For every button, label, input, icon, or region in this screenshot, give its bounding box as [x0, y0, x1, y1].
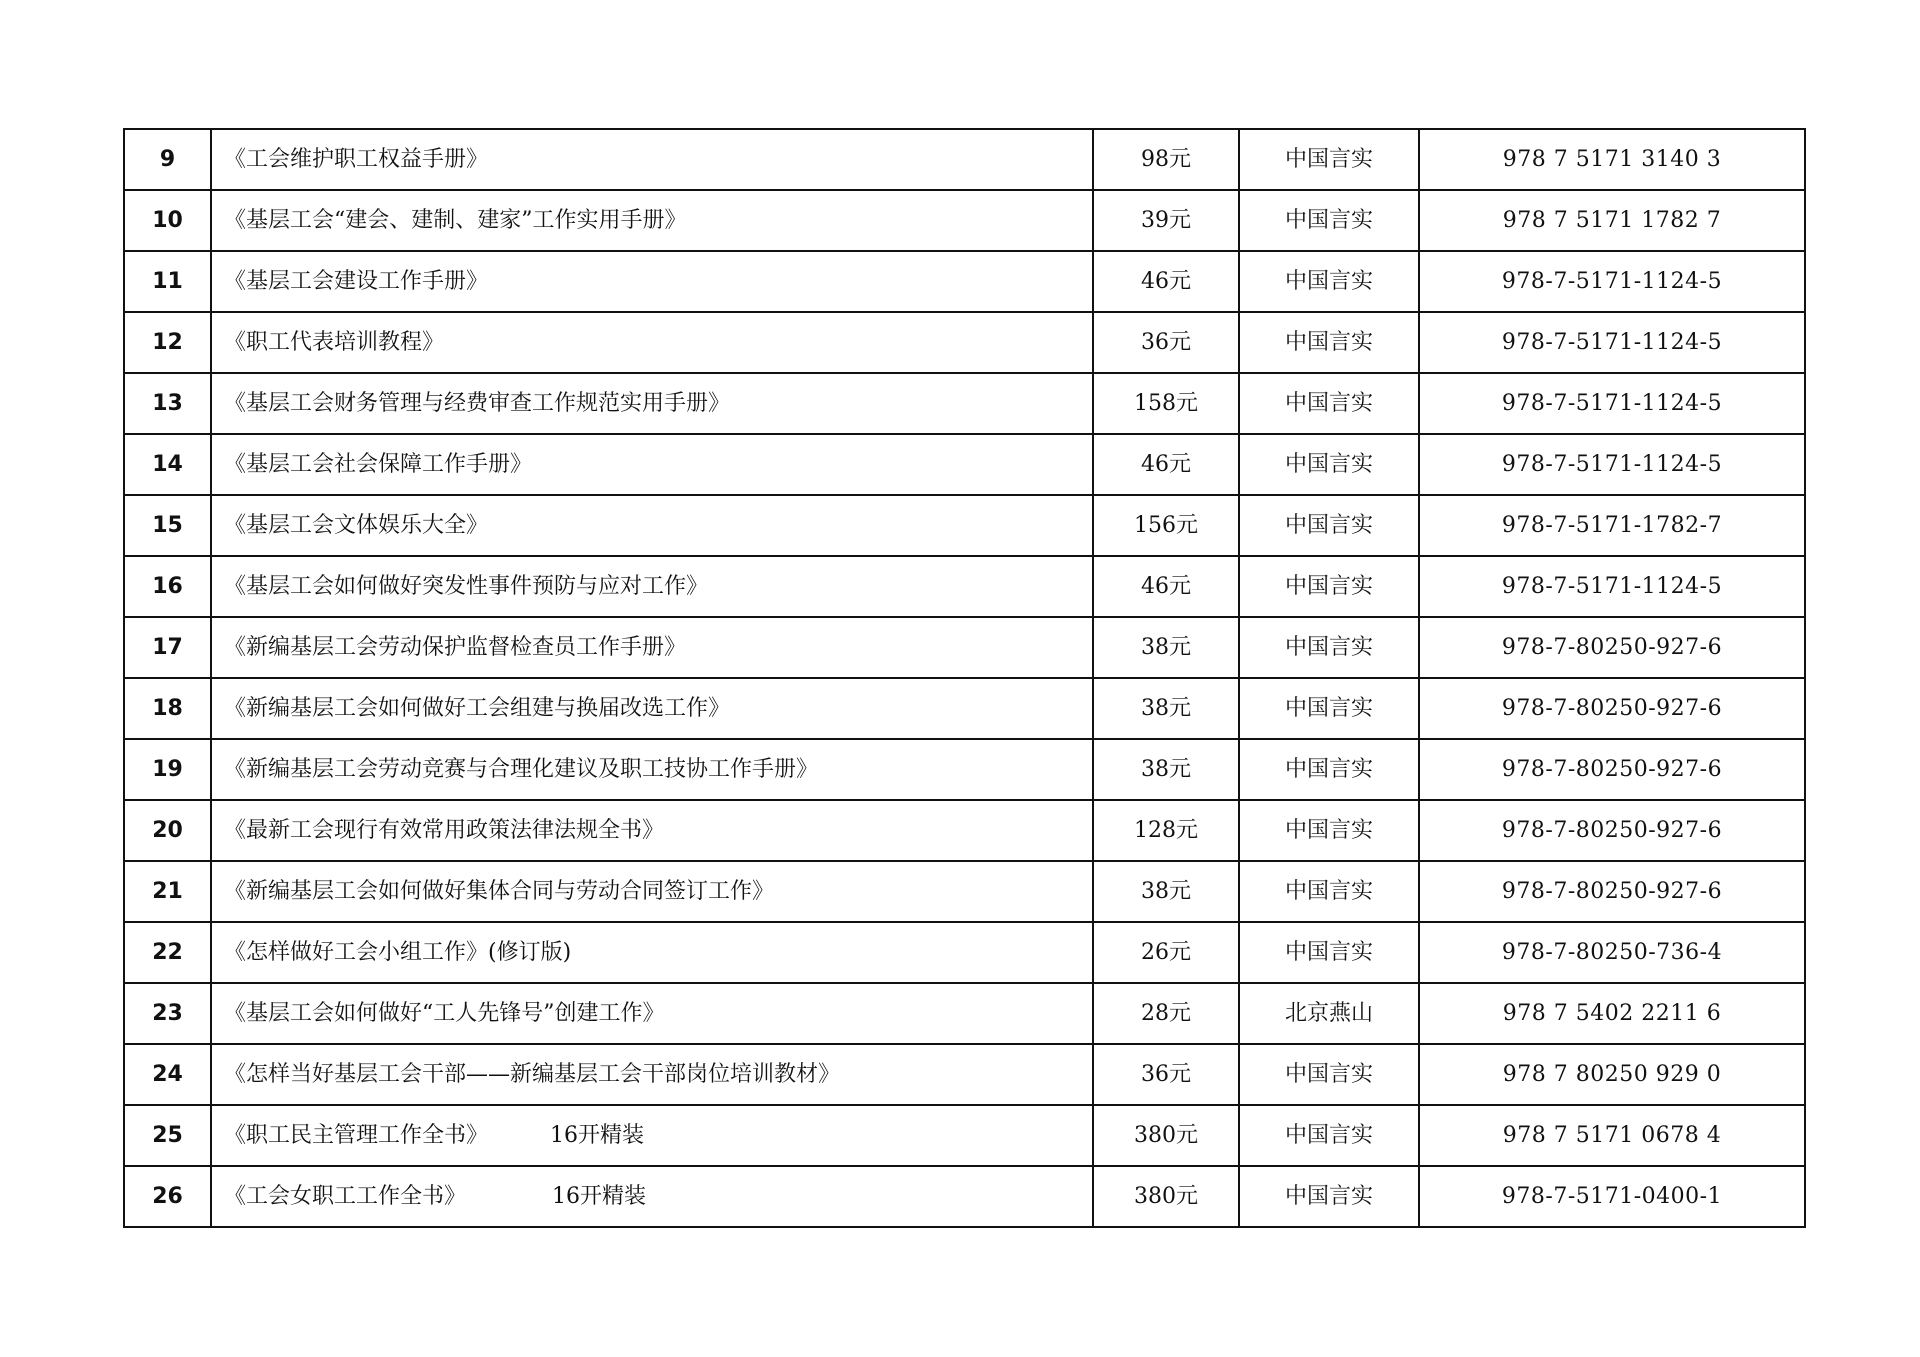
book-price: 98元 — [1093, 129, 1239, 190]
book-title-cell — [211, 617, 1093, 678]
table-row — [124, 1166, 1805, 1227]
book-title: 《怎样做好工会小组工作》(修订版) — [224, 939, 572, 965]
table-row — [124, 129, 1805, 190]
book-title: 《基层工会如何做好“工人先锋号”创建工作》 — [224, 1000, 665, 1026]
book-publisher: 中国言实 — [1239, 556, 1419, 617]
book-isbn: 978-7-5171-1124-5 — [1419, 556, 1805, 617]
book-price: 156元 — [1093, 495, 1239, 556]
book-title: 《职工民主管理工作全书》 — [224, 1122, 489, 1148]
row-number: 23 — [124, 983, 211, 1044]
row-number: 21 — [124, 861, 211, 922]
book-publisher: 中国言实 — [1239, 495, 1419, 556]
book-title: 《怎样当好基层工会干部——新编基层工会干部岗位培训教材》 — [224, 1061, 841, 1087]
book-isbn: 978-7-80250-927-6 — [1419, 800, 1805, 861]
book-isbn: 978 7 80250 929 0 — [1419, 1044, 1805, 1105]
book-title-cell — [211, 1166, 1093, 1227]
book-title-cell — [211, 861, 1093, 922]
table-row — [124, 800, 1805, 861]
table-row — [124, 617, 1805, 678]
book-binding-note: 16开精装 — [552, 1183, 647, 1209]
table-row — [124, 190, 1805, 251]
book-publisher: 中国言实 — [1239, 1044, 1419, 1105]
book-title: 《基层工会文体娱乐大全》 — [224, 512, 489, 538]
book-price: 36元 — [1093, 312, 1239, 373]
book-title-cell — [211, 251, 1093, 312]
row-number: 26 — [124, 1166, 211, 1227]
book-title: 《最新工会现行有效常用政策法律法规全书》 — [224, 817, 665, 843]
book-isbn: 978-7-80250-927-6 — [1419, 617, 1805, 678]
book-isbn: 978-7-80250-927-6 — [1419, 861, 1805, 922]
book-isbn: 978 7 5171 3140 3 — [1419, 129, 1805, 190]
book-isbn: 978-7-5171-0400-1 — [1419, 1166, 1805, 1227]
table-row — [124, 556, 1805, 617]
book-title-cell — [211, 922, 1093, 983]
table-row — [124, 1044, 1805, 1105]
table-row — [124, 373, 1805, 434]
book-isbn: 978 7 5171 0678 4 — [1419, 1105, 1805, 1166]
row-number: 12 — [124, 312, 211, 373]
book-title: 《工会维护职工权益手册》 — [224, 146, 489, 172]
book-isbn: 978-7-80250-927-6 — [1419, 739, 1805, 800]
book-list-table — [123, 128, 1806, 1228]
book-price: 158元 — [1093, 373, 1239, 434]
book-isbn: 978-7-5171-1124-5 — [1419, 373, 1805, 434]
row-number: 9 — [124, 129, 211, 190]
book-price: 38元 — [1093, 678, 1239, 739]
table-row — [124, 739, 1805, 800]
book-title: 《职工代表培训教程》 — [224, 329, 445, 355]
book-title: 《新编基层工会如何做好工会组建与换届改选工作》 — [224, 695, 731, 721]
book-isbn: 978-7-80250-927-6 — [1419, 678, 1805, 739]
book-publisher: 中国言实 — [1239, 739, 1419, 800]
book-title-cell — [211, 129, 1093, 190]
book-title-cell — [211, 434, 1093, 495]
table-row — [124, 251, 1805, 312]
book-isbn: 978 7 5171 1782 7 — [1419, 190, 1805, 251]
table-row — [124, 922, 1805, 983]
book-isbn: 978-7-5171-1782-7 — [1419, 495, 1805, 556]
book-title-cell — [211, 190, 1093, 251]
row-number: 22 — [124, 922, 211, 983]
book-title-cell — [211, 373, 1093, 434]
book-price: 28元 — [1093, 983, 1239, 1044]
book-title-cell — [211, 495, 1093, 556]
book-publisher: 中国言实 — [1239, 922, 1419, 983]
book-isbn: 978-7-80250-736-4 — [1419, 922, 1805, 983]
table-row — [124, 983, 1805, 1044]
book-title-cell — [211, 556, 1093, 617]
book-publisher: 中国言实 — [1239, 251, 1419, 312]
table-row — [124, 495, 1805, 556]
book-title-cell — [211, 1044, 1093, 1105]
book-price: 46元 — [1093, 251, 1239, 312]
book-price: 39元 — [1093, 190, 1239, 251]
book-title: 《工会女职工工作全书》 — [224, 1183, 467, 1209]
table-row — [124, 678, 1805, 739]
book-title: 《基层工会如何做好突发性事件预防与应对工作》 — [224, 573, 709, 599]
book-price: 38元 — [1093, 739, 1239, 800]
table-row — [124, 312, 1805, 373]
row-number: 24 — [124, 1044, 211, 1105]
book-list-body — [124, 129, 1805, 1227]
book-title: 《基层工会社会保障工作手册》 — [224, 451, 533, 477]
book-publisher: 中国言实 — [1239, 861, 1419, 922]
table-row — [124, 861, 1805, 922]
book-title-cell — [211, 739, 1093, 800]
book-price: 46元 — [1093, 556, 1239, 617]
row-number: 16 — [124, 556, 211, 617]
book-publisher: 中国言实 — [1239, 312, 1419, 373]
book-title-cell — [211, 983, 1093, 1044]
book-isbn: 978 7 5402 2211 6 — [1419, 983, 1805, 1044]
book-price: 380元 — [1093, 1166, 1239, 1227]
row-number: 18 — [124, 678, 211, 739]
row-number: 25 — [124, 1105, 211, 1166]
book-price: 38元 — [1093, 861, 1239, 922]
book-publisher: 中国言实 — [1239, 190, 1419, 251]
book-publisher: 北京燕山 — [1239, 983, 1419, 1044]
book-price: 46元 — [1093, 434, 1239, 495]
book-price: 380元 — [1093, 1105, 1239, 1166]
book-title: 《基层工会财务管理与经费审查工作规范实用手册》 — [224, 390, 731, 416]
book-publisher: 中国言实 — [1239, 1166, 1419, 1227]
book-title-cell — [211, 800, 1093, 861]
book-title: 《新编基层工会劳动竞赛与合理化建议及职工技协工作手册》 — [224, 756, 819, 782]
book-title: 《新编基层工会劳动保护监督检查员工作手册》 — [224, 634, 687, 660]
book-publisher: 中国言实 — [1239, 373, 1419, 434]
book-title-cell — [211, 1105, 1093, 1166]
book-price: 128元 — [1093, 800, 1239, 861]
book-isbn: 978-7-5171-1124-5 — [1419, 434, 1805, 495]
book-title: 《新编基层工会如何做好集体合同与劳动合同签订工作》 — [224, 878, 775, 904]
book-price: 36元 — [1093, 1044, 1239, 1105]
book-title-cell — [211, 678, 1093, 739]
row-number: 15 — [124, 495, 211, 556]
row-number: 13 — [124, 373, 211, 434]
book-title: 《基层工会建设工作手册》 — [224, 268, 489, 294]
row-number: 11 — [124, 251, 211, 312]
table-row — [124, 1105, 1805, 1166]
book-isbn: 978-7-5171-1124-5 — [1419, 251, 1805, 312]
book-title-cell — [211, 312, 1093, 373]
book-publisher: 中国言实 — [1239, 617, 1419, 678]
book-publisher: 中国言实 — [1239, 800, 1419, 861]
table-row — [124, 434, 1805, 495]
book-price: 38元 — [1093, 617, 1239, 678]
book-binding-note: 16开精装 — [550, 1122, 645, 1148]
row-number: 20 — [124, 800, 211, 861]
row-number: 17 — [124, 617, 211, 678]
row-number: 14 — [124, 434, 211, 495]
book-price: 26元 — [1093, 922, 1239, 983]
book-publisher: 中国言实 — [1239, 1105, 1419, 1166]
book-publisher: 中国言实 — [1239, 678, 1419, 739]
row-number: 10 — [124, 190, 211, 251]
row-number: 19 — [124, 739, 211, 800]
book-publisher: 中国言实 — [1239, 129, 1419, 190]
book-isbn: 978-7-5171-1124-5 — [1419, 312, 1805, 373]
book-publisher: 中国言实 — [1239, 434, 1419, 495]
book-title: 《基层工会“建会、建制、建家”工作实用手册》 — [224, 207, 687, 233]
